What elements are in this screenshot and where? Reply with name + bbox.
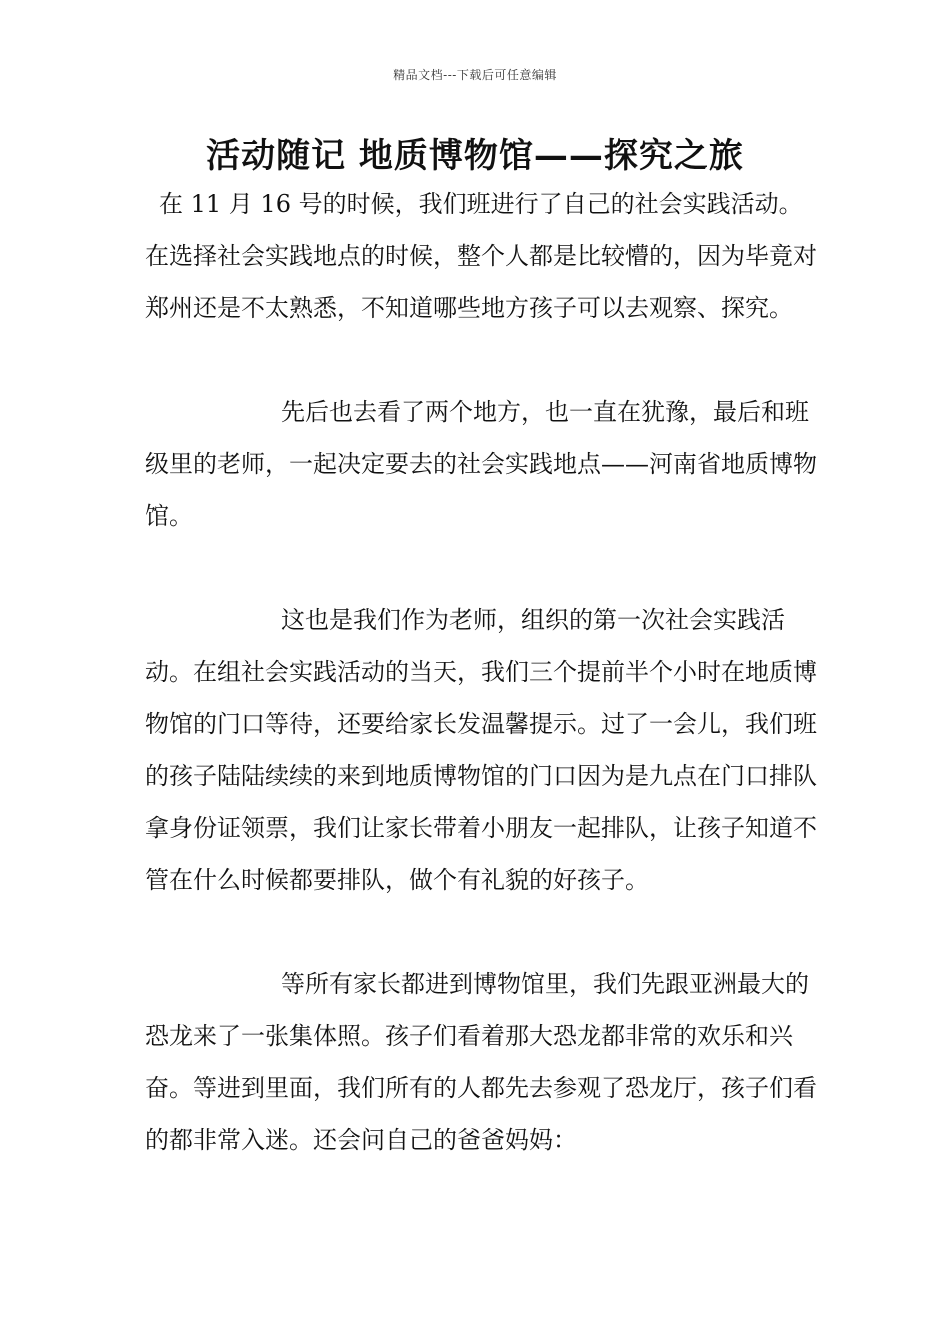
paragraph-gap [145,334,825,386]
header-note: 精品文档---下载后可任意编辑 [393,68,557,82]
paragraph-4: 等所有家长都进到博物馆里，我们先跟亚洲最大的恐龙来了一张集体照。孩子们看着那大恐龙都非常的欢乐和兴奋。等进到里面，我们所有的人都先去参观了恐龙厅，孩子们看的都非常入迷。还会问自己的爸爸妈妈： [145,970,817,1154]
paragraph-gap [145,542,825,594]
page-title: 活动随记 地质博物馆——探究之旅 [206,136,744,176]
document-body [145,178,825,1166]
paragraph-2: 先后也去看了两个地方，也一直在犹豫，最后和班级里的老师，一起决定要去的社会实践地点——河南省地质博物馆。 [145,398,817,530]
paragraph-gap [145,906,825,958]
paragraph-1: 在 11 月 16 号的时候，我们班进行了自己的社会实践活动。在选择社会实践地点的时候，整个人都是比较懵的，因为毕竟对郑州还是不太熟悉，不知道哪些地方孩子可以去观察、探究。 [145,190,817,322]
paragraph-3: 这也是我们作为老师，组织的第一次社会实践活动。在组社会实践活动的当天，我们三个提前半个小时在地质博物馆的门口等待，还要给家长发温馨提示。过了一会儿，我们班的孩子陆陆续续的来到地质博物馆的门口因为是九点在门口排队拿身份证领票，我们让家长带着小朋友一起排队，让孩子知道不管在什么时候都要排队，做个有礼貌的好孩子。 [145,606,817,894]
